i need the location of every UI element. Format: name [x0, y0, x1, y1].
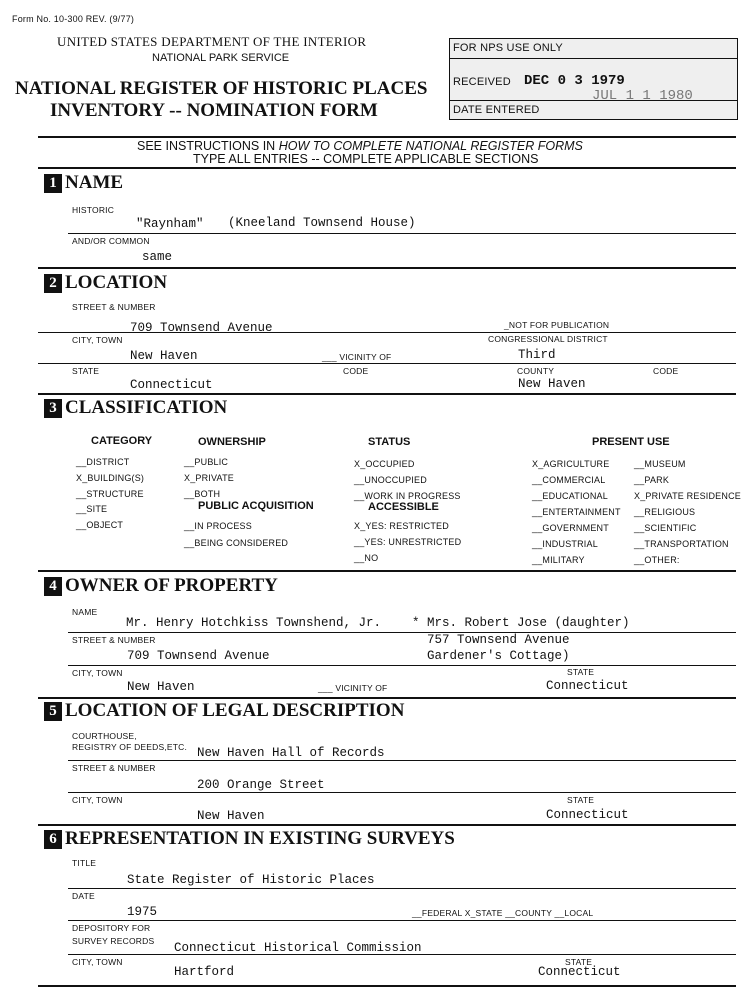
survey-state-value: Connecticut: [538, 965, 621, 979]
service-name: NATIONAL PARK SERVICE: [152, 52, 290, 64]
owner-street-value: 709 Townsend Avenue: [127, 649, 270, 663]
present-use-left: X_AGRICULTURE __COMMERCIAL __EDUCATIONAL __ENTERTAINMENT __GOVERNMENT __INDUSTRIAL __MILITARY: [532, 459, 621, 565]
survey-title-value: State Register of Historic Places: [127, 873, 375, 887]
owner-city-value: New Haven: [127, 680, 195, 694]
depository-value: Connecticut Historical Commission: [174, 941, 422, 955]
depository-label-1: DEPOSITORY FOR: [72, 923, 151, 933]
code-label-2: CODE: [653, 366, 679, 376]
category-options: __DISTRICT X_BUILDING(S) __STRUCTURE __SITE __OBJECT: [76, 457, 145, 531]
present-use-heading: PRESENT USE: [592, 436, 670, 448]
state-label: STATE: [72, 366, 100, 376]
common-value: same: [142, 250, 173, 264]
owner-city-label: CITY, TOWN: [72, 668, 123, 678]
vicinity-label: ___ VICINITY OF: [322, 352, 392, 362]
survey-title-label: TITLE: [72, 858, 97, 868]
accessible-options: X_YES: RESTRICTED __YES: UNRESTRICTED __NO: [354, 521, 462, 563]
county-value: New Haven: [518, 377, 586, 391]
street-label: STREET & NUMBER: [72, 302, 156, 312]
status-heading: STATUS: [368, 436, 411, 448]
owner-state-label: STATE: [567, 667, 595, 677]
courthouse-value: New Haven Hall of Records: [197, 746, 385, 760]
congressional-value: Third: [518, 348, 556, 362]
received-stamp: DEC 0 3 1979: [524, 73, 625, 89]
department-name: UNITED STATES DEPARTMENT OF THE INTERIOR: [57, 34, 367, 49]
date-entered-stamp: JUL 1 1 1980: [592, 88, 693, 104]
legal-street-value: 200 Orange Street: [197, 778, 325, 792]
legal-city-label: CITY, TOWN: [72, 795, 123, 805]
present-use-right: __MUSEUM __PARK X_PRIVATE RESIDENCE __RELIGIOUS __SCIENTIFIC __TRANSPORTATION __OTHER:: [634, 459, 741, 565]
instructions-line2: TYPE ALL ENTRIES -- COMPLETE APPLICABLE SECTIONS: [193, 152, 539, 166]
city-value: New Haven: [130, 349, 198, 363]
depository-label-2: SURVEY RECORDS: [72, 936, 155, 946]
legal-state-value: Connecticut: [546, 808, 629, 822]
common-label: AND/OR COMMON: [72, 236, 150, 246]
county-label: COUNTY: [517, 366, 555, 376]
legal-state-label: STATE: [567, 795, 595, 805]
section-4-heading: 4 OWNER OF PROPERTY: [44, 575, 278, 597]
owner-name-label: NAME: [72, 607, 98, 617]
legal-city-value: New Haven: [197, 809, 265, 823]
survey-city-label: CITY, TOWN: [72, 957, 123, 967]
survey-city-value: Hartford: [174, 965, 235, 979]
section-6-heading: 6 REPRESENTATION IN EXISTING SURVEYS: [44, 828, 455, 850]
survey-date-label: DATE: [72, 891, 95, 901]
instructions-line1: SEE INSTRUCTIONS IN HOW TO COMPLETE NATIONAL REGISTER FORMS: [137, 139, 583, 153]
historic-alt-name: (Kneeland Townsend House): [228, 216, 416, 230]
accessible-heading: ACCESSIBLE: [368, 501, 439, 513]
historic-label: HISTORIC: [72, 205, 115, 215]
status-options: X_OCCUPIED __UNOCCUPIED __WORK IN PROGRESS: [354, 459, 461, 501]
section-1-heading: 1 NAME: [44, 172, 123, 194]
section-5-heading: 5 LOCATION OF LEGAL DESCRIPTION: [44, 700, 404, 722]
owner-state-value: Connecticut: [546, 679, 629, 693]
not-for-publication: _NOT FOR PUBLICATION: [504, 320, 610, 330]
date-entered-label: DATE ENTERED: [453, 104, 540, 116]
nps-heading: FOR NPS USE ONLY: [453, 42, 563, 54]
ownership-heading: OWNERSHIP: [198, 436, 266, 448]
courthouse-label-2: REGISTRY OF DEEDS,ETC.: [72, 742, 188, 752]
historic-value: "Raynham": [136, 217, 204, 231]
owner-vicinity-label: ___ VICINITY OF: [318, 683, 388, 693]
section-2-heading: 2 LOCATION: [44, 272, 167, 294]
congressional-label: CONGRESSIONAL DISTRICT: [488, 334, 608, 344]
owner-street-label: STREET & NUMBER: [72, 635, 156, 645]
survey-state-label: STATE: [565, 957, 593, 967]
acquisition-options: __IN PROCESS __BEING CONSIDERED: [184, 521, 289, 548]
street-value: 709 Townsend Avenue: [130, 321, 273, 335]
code-label: CODE: [343, 366, 369, 376]
owner-address-2a: 757 Townsend Avenue: [427, 633, 570, 647]
category-heading: CATEGORY: [91, 435, 153, 447]
survey-levels: __FEDERAL X_STATE __COUNTY __LOCAL: [412, 908, 594, 918]
state-value: Connecticut: [130, 378, 213, 392]
received-label: RECEIVED: [453, 76, 511, 88]
ownership-options: __PUBLIC X_PRIVATE __BOTH: [184, 457, 234, 499]
form-title-line2: INVENTORY -- NOMINATION FORM: [50, 100, 378, 121]
owner-name-value-2: * Mrs. Robert Jose (daughter): [412, 616, 630, 630]
owner-name-value: Mr. Henry Hotchkiss Townshend, Jr.: [126, 616, 382, 630]
legal-street-label: STREET & NUMBER: [72, 763, 156, 773]
section-3-heading: 3 CLASSIFICATION: [44, 397, 227, 419]
form-number: Form No. 10-300 REV. (9/77): [12, 14, 135, 24]
survey-date-value: 1975: [127, 905, 158, 919]
courthouse-label-1: COURTHOUSE,: [72, 731, 137, 741]
city-label: CITY, TOWN: [72, 335, 123, 345]
owner-address-2b: Gardener's Cottage): [427, 649, 570, 663]
acquisition-heading: PUBLIC ACQUISITION: [198, 500, 314, 512]
form-title-line1: NATIONAL REGISTER OF HISTORIC PLACES: [15, 78, 428, 99]
